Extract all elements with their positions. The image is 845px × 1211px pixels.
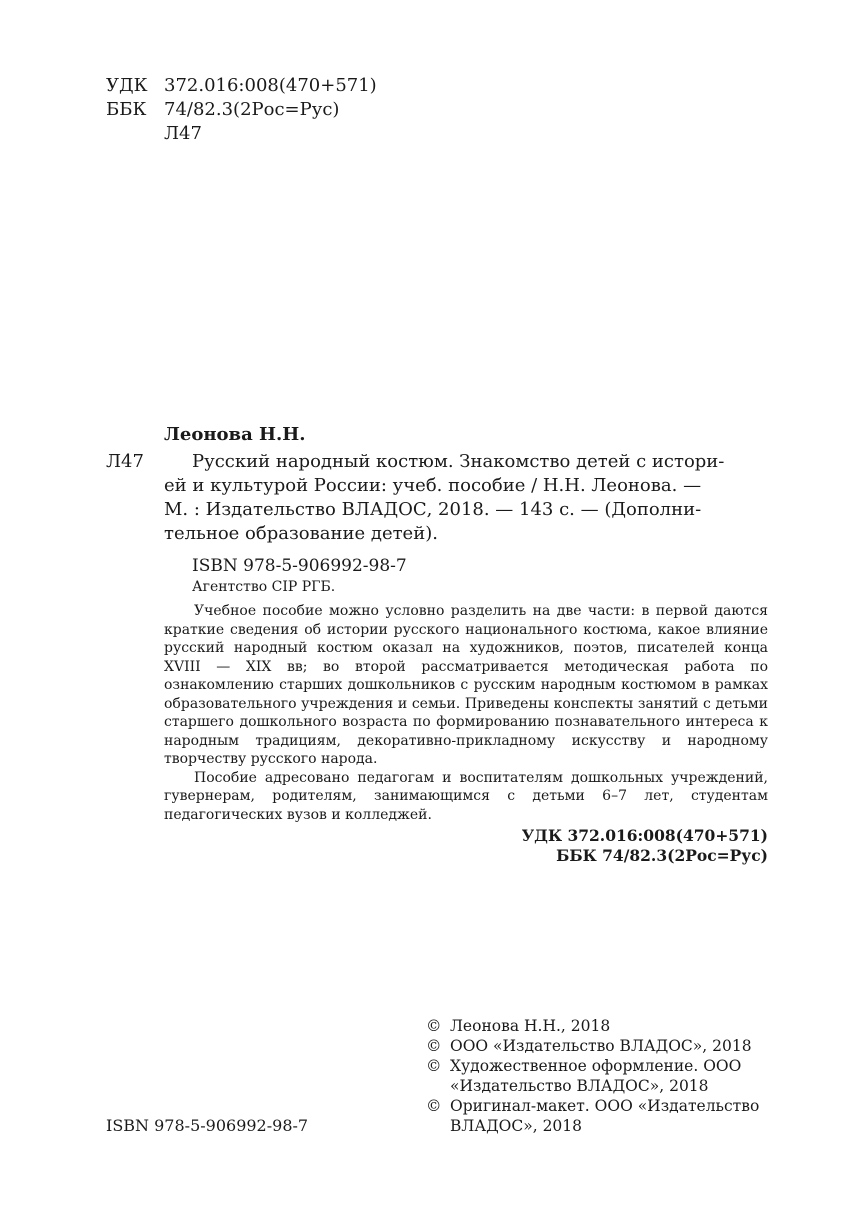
copyright-text: Оригинал-макет. ООО «Издательство ВЛАДОС», 2018	[450, 1097, 760, 1135]
header-classification	[106, 74, 377, 146]
copyright-item	[426, 1096, 778, 1136]
author-mark: Л47	[164, 123, 202, 144]
catalog-line: ей и культурой России: учеб. пособие / Н.Н. Леонова. —	[164, 475, 702, 496]
copyright-text: ООО «Издательство ВЛАДОС», 2018	[450, 1037, 752, 1055]
copyright-icon: ©	[426, 1057, 442, 1075]
classification-udk: УДК 372.016:008(470+571)	[521, 826, 768, 845]
catalog-description	[164, 450, 724, 546]
catalog-isbn: ISBN 978-5-906992-98-7	[192, 556, 407, 576]
catalog-agency: Агентство CIP РГБ.	[192, 579, 336, 595]
udk-label: УДК	[106, 75, 148, 96]
annotation-paragraph: Учебное пособие можно условно разделить на две части: в первой даются краткие сведения об истории русского национального костюма, какое влияние русский народный костюм оказал на художников, поэтов, писателей конца XVIII — XIX вв; во второй рассматривается методическая работа по ознакомлению старших дошкольников с русским народным костюмом в рамках образовательного учреждения и семьи. Приведены конспекты занятий с детьми старшего дошкольного возраста по формированию познавательного интереса к народным традициям, декоративно-прикладному искусству и народному творчеству русского народа.	[164, 603, 768, 767]
udk-value: 372.016:008(470+571)	[164, 75, 377, 96]
catalog-mark: Л47	[106, 451, 144, 472]
bbk-line	[106, 98, 377, 122]
copyright-item	[426, 1036, 778, 1056]
annotation	[164, 602, 768, 824]
copyright-text: Художественное оформление. ООО «Издательство ВЛАДОС», 2018	[450, 1057, 742, 1095]
catalog-line: М. : Издательство ВЛАДОС, 2018. — 143 с. — (Дополни-	[164, 499, 702, 520]
classification-bbk: ББК 74/82.3(2Рос=Рус)	[556, 846, 768, 865]
catalog-line: Русский народный костюм. Знакомство детей с истори-	[192, 451, 725, 472]
copyright-icon: ©	[426, 1097, 442, 1115]
copyright-icon: ©	[426, 1017, 442, 1035]
isbn-bottom: ISBN 978-5-906992-98-7	[106, 1116, 309, 1135]
copyright-text: Леонова Н.Н., 2018	[450, 1017, 611, 1035]
copyright-block	[426, 1016, 778, 1136]
copyright-icon: ©	[426, 1037, 442, 1055]
classification-block	[522, 826, 768, 866]
bbk-value: 74/82.3(2Рос=Рус)	[164, 99, 340, 120]
annotation-paragraph: Пособие адресовано педагогам и воспитателям дошкольных учреждений, гувернерам, родителям, занимающимся с детьми 6–7 лет, студентам педагогических вузов и колледжей.	[164, 769, 768, 823]
copyright-item	[426, 1056, 778, 1096]
bbk-label: ББК	[106, 99, 147, 120]
udk-line	[106, 74, 377, 98]
author-mark-line	[106, 122, 377, 146]
copyright-item	[426, 1016, 778, 1036]
catalog-author: Леонова Н.Н.	[164, 424, 306, 445]
catalog-line: тельное образование детей).	[164, 523, 438, 544]
